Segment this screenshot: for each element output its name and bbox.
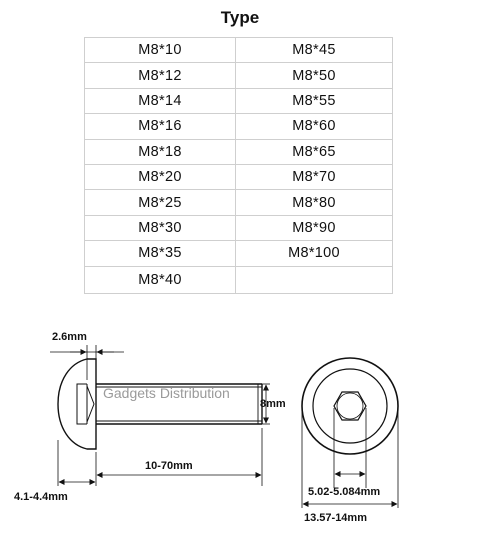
label-hex-socket: 5.02-5.084mm [308,486,381,498]
table-row [85,114,393,139]
table-cell: M8*14 [85,88,236,113]
label-thread-diameter: 8mm [260,398,286,410]
table-cell: M8*60 [236,114,393,139]
table-cell: M8*55 [236,88,393,113]
table-row [85,266,393,293]
table-cell: M8*90 [236,215,393,240]
watermark: Gadgets Distribution [103,385,230,401]
hex-socket [334,392,366,420]
table-cell: M8*25 [85,190,236,215]
table-cell: M8*65 [236,139,393,164]
table-row [85,63,393,88]
table-row [85,38,393,63]
table-row [85,88,393,113]
dim-head-side [58,440,96,486]
label-head-height: 2.6mm [52,331,87,343]
screw-end-view [302,358,398,454]
label-head-diameter: 13.57-14mm [304,512,367,524]
table-cell: M8*30 [85,215,236,240]
dim-head-height [50,345,124,380]
table-cell: M8*18 [85,139,236,164]
table-cell: M8*80 [236,190,393,215]
hex-socket-hidden [77,384,87,424]
thread-circle [313,369,387,443]
table-cell: M8*12 [85,63,236,88]
table-cell: M8*35 [85,241,236,266]
table-cell: M8*50 [236,63,393,88]
dim-length [97,428,262,486]
table-row [85,164,393,189]
screw-side-view [58,359,262,449]
size-table [84,37,393,294]
table-cell: M8*20 [85,164,236,189]
table-row [85,139,393,164]
table-row [85,241,393,266]
table-row [85,215,393,240]
socket-cone [87,386,94,422]
table-title: Type [220,8,260,27]
table-cell: M8*70 [236,164,393,189]
table-cell: M8*16 [85,114,236,139]
table-row [85,190,393,215]
table-cell: M8*100 [236,241,393,266]
screw-drawing [0,310,480,537]
table-cell: M8*40 [85,266,236,293]
label-length: 10-70mm [145,460,193,472]
socket-inner-circle [337,393,363,419]
table-cell: M8*10 [85,38,236,63]
table-cell: M8*45 [236,38,393,63]
head-outer-circle [302,358,398,454]
table-cell [236,266,393,293]
label-head-side: 4.1-4.4mm [14,491,68,503]
